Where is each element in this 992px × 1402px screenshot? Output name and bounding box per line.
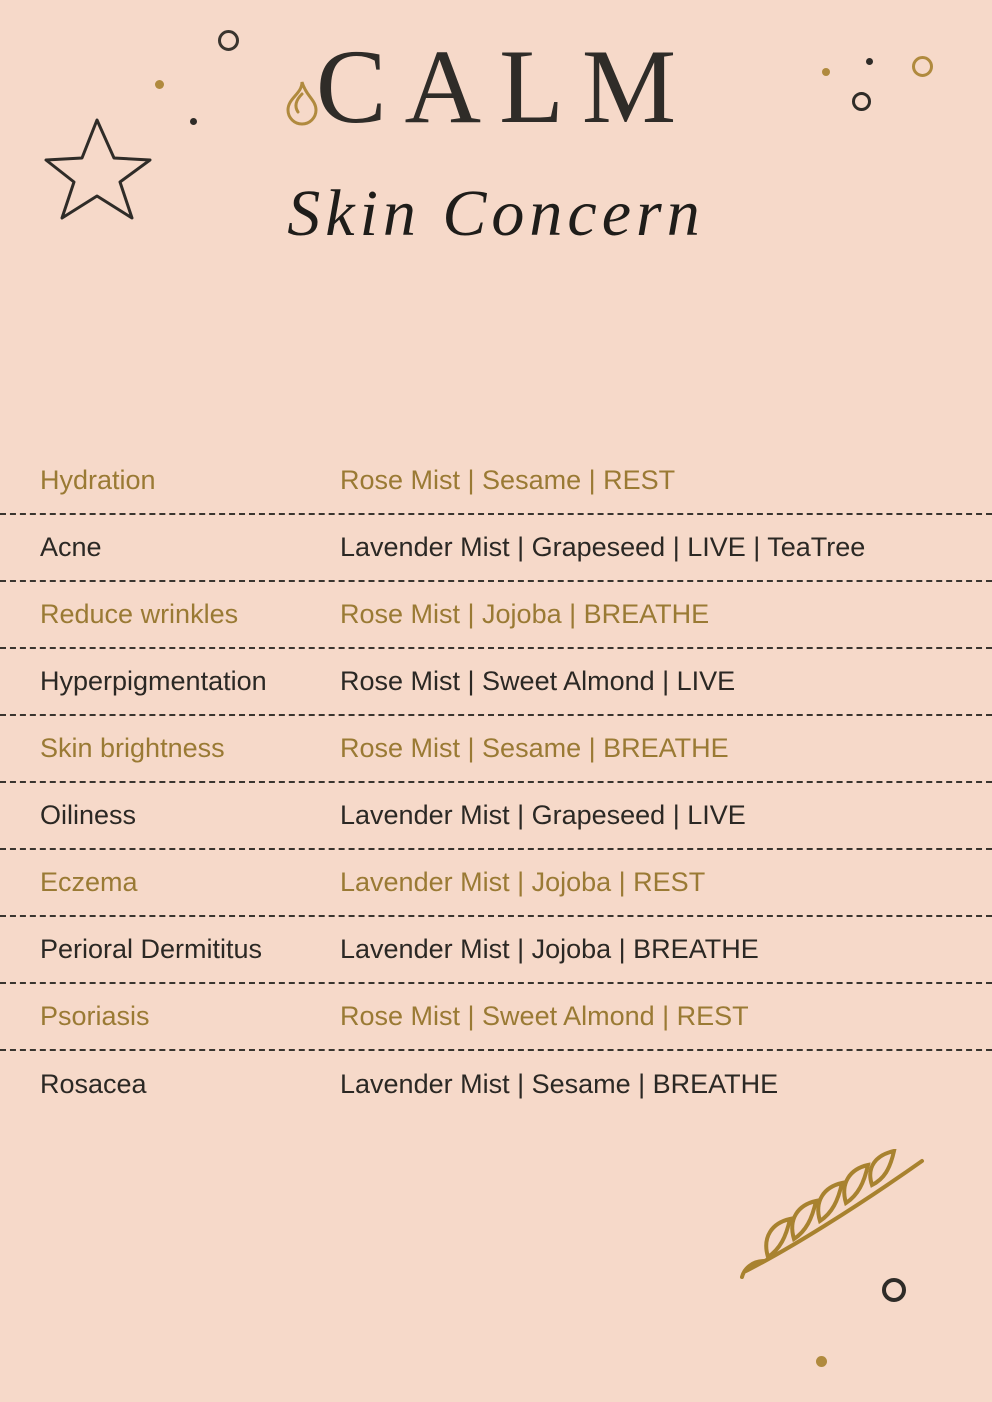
recipe-label: Lavender Mist | Grapeseed | LIVE | TeaTree (340, 532, 866, 562)
recipe-label: Lavender Mist | Jojoba | REST (340, 867, 706, 897)
table-row (0, 783, 992, 850)
decor-dot-5 (816, 1356, 827, 1367)
recipe-label: Rose Mist | Sweet Almond | LIVE (340, 666, 736, 696)
recipe-label: Rose Mist | Sesame | BREATHE (340, 733, 729, 763)
recipe-label: Lavender Mist | Grapeseed | LIVE (340, 800, 746, 830)
concern-label: Hydration (40, 465, 156, 495)
concern-label: Acne (40, 532, 102, 562)
concern-label: Reduce wrinkles (40, 599, 239, 629)
page-header (0, 0, 992, 300)
page-title: CALM (315, 28, 695, 145)
recipe-label: Rose Mist | Jojoba | BREATHE (340, 599, 710, 629)
concern-label: Hyperpigmentation (40, 666, 267, 696)
concern-label: Eczema (40, 867, 138, 897)
table-row (0, 515, 992, 582)
concern-label: Skin brightness (40, 733, 225, 763)
leaf-sprig-icon (734, 1149, 934, 1284)
concern-label: Rosacea (40, 1069, 147, 1099)
table-row (0, 582, 992, 649)
table-row (0, 716, 992, 783)
table-row (0, 448, 992, 515)
table-row (0, 649, 992, 716)
drop-logo-icon (272, 74, 328, 130)
recipe-label: Lavender Mist | Jojoba | BREATHE (340, 934, 759, 964)
table-row (0, 850, 992, 917)
table-row (0, 984, 992, 1051)
recipe-label: Lavender Mist | Sesame | BREATHE (340, 1069, 779, 1099)
recipe-label: Rose Mist | Sesame | REST (340, 465, 676, 495)
concern-label: Perioral Dermititus (40, 934, 263, 964)
concern-table (0, 448, 992, 1118)
concern-label: Oiliness (40, 800, 137, 830)
recipe-label: Rose Mist | Sweet Almond | REST (340, 1001, 749, 1031)
page-subtitle: Skin Concern (287, 177, 705, 250)
concern-label: Psoriasis (40, 1001, 150, 1031)
table-row (0, 1051, 992, 1118)
table-row (0, 917, 992, 984)
